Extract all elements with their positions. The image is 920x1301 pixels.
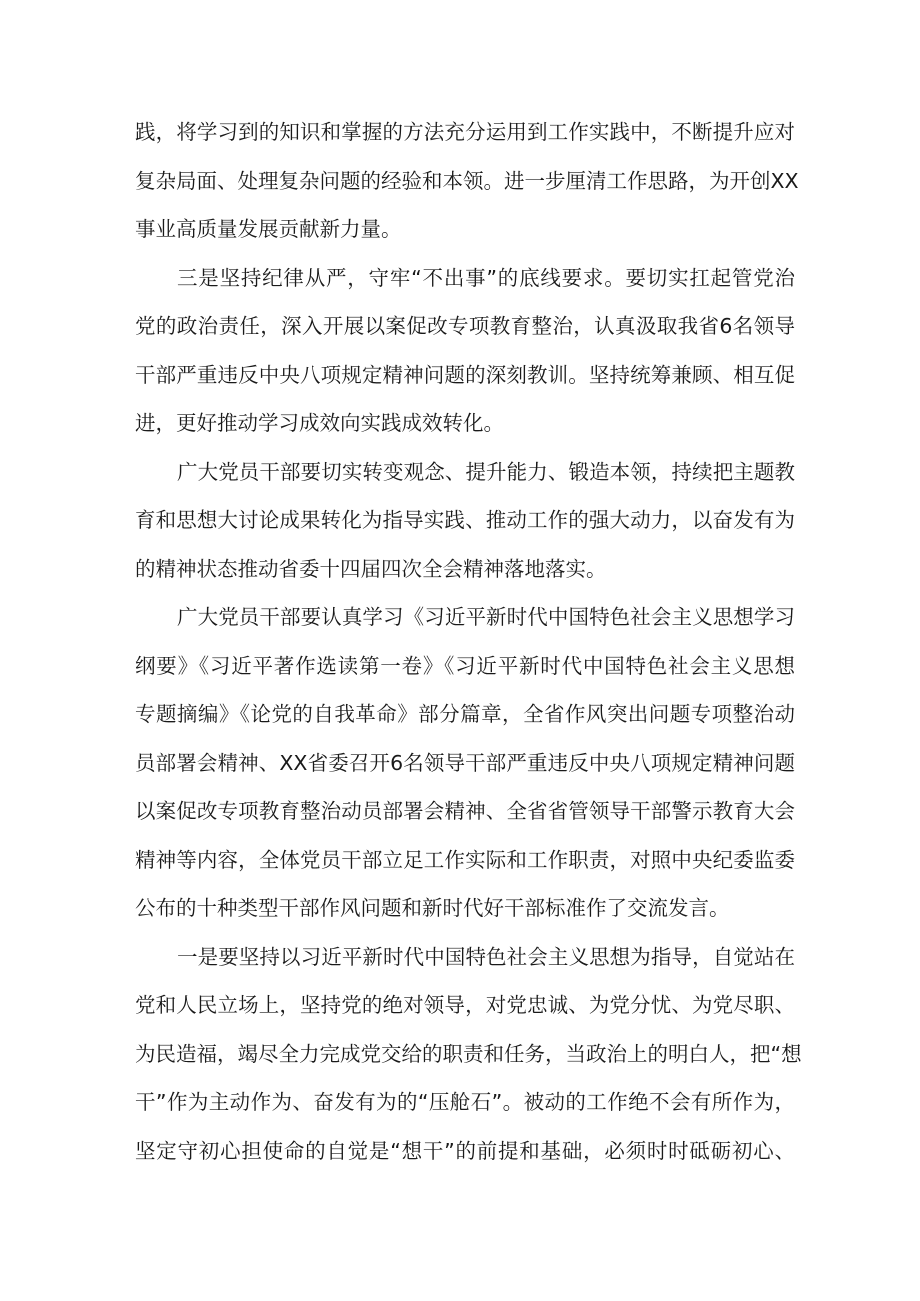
text-line: 广大党员干部要认真学习《习近平新时代中国特色社会主义思想学习 — [177, 605, 795, 629]
text-line: 三是坚持纪律从严，守牢“不出事”的底线要求。要切实扛起管党治 — [177, 265, 795, 290]
text-line: 专题摘编》《论党的自我革命》部分篇章，全省作风突出问题专项整治动 — [135, 702, 795, 726]
text-line: 为民造福，竭尽全力完成党交给的职责和任务，当政治上的明白人，把“想 — [135, 1041, 802, 1066]
paragraph-2 — [135, 254, 795, 448]
text-line: 复杂局面、处理复杂问题的经验和本领。进一步厘清工作思路，为开创XX — [135, 168, 799, 193]
text-line: 纲要》《习近平著作选读第一卷》《习近平新时代中国特色社会主义思想 — [135, 653, 795, 678]
text-line: 事业高质量发展贡献新力量。 — [135, 217, 402, 241]
text-line: 一是要坚持以习近平新时代中国特色社会主义思想为指导，自觉站在 — [177, 944, 795, 969]
text-line: 进，更好推动学习成效向实践成效转化。 — [135, 411, 504, 435]
text-line: 精神等内容，全体党员干部立足工作实际和工作职责，对照中央纪委监委 — [135, 847, 795, 872]
paragraph-3 — [135, 448, 795, 594]
text-line: 公布的十种类型干部作风问题和新时代好干部标准作了交流发言。 — [135, 896, 730, 920]
text-line: 以案促改专项教育整治动员部署会精神、全省省管领导干部警示教育大会 — [135, 799, 795, 823]
text-line: 干部严重违反中央八项规定精神问题的深刻教训。坚持统筹兼顾、相互促 — [135, 362, 795, 387]
text-line: 党和人民立场上，坚持党的绝对领导，对党忠诚、为党分忧、为党尽职、 — [135, 993, 795, 1017]
paragraph-4 — [135, 593, 795, 933]
text-line: 育和思想大讨论成果转化为指导实践、推动工作的强大动力，以奋发有为 — [135, 508, 795, 532]
paragraph-1 — [135, 108, 799, 254]
document-body — [135, 108, 802, 1175]
text-line: 员部署会精神、XX省委召开6名领导干部严重违反中央八项规定精神问题 — [135, 750, 795, 775]
text-line: 的精神状态推动省委十四届四次全会精神落地落实。 — [135, 556, 607, 581]
text-line: 广大党员干部要切实转变观念、提升能力、锻造本领，持续把主题教 — [177, 459, 795, 484]
text-line: 坚定守初心担使命的自觉是“想干”的前提和基础，必须时时砥砺初心、 — [135, 1138, 795, 1163]
text-line: 干”作为主动作为、奋发有为的“压舱石”。被动的工作绝不会有所作为， — [135, 1090, 795, 1114]
text-line: 践，将学习到的知识和掌握的方法充分运用到工作实践中，不断提升应对 — [135, 120, 795, 144]
text-line: 党的政治责任，深入开展以案促改专项教育整治，认真汲取我省6名领导 — [135, 314, 795, 338]
paragraph-5 — [135, 933, 802, 1176]
